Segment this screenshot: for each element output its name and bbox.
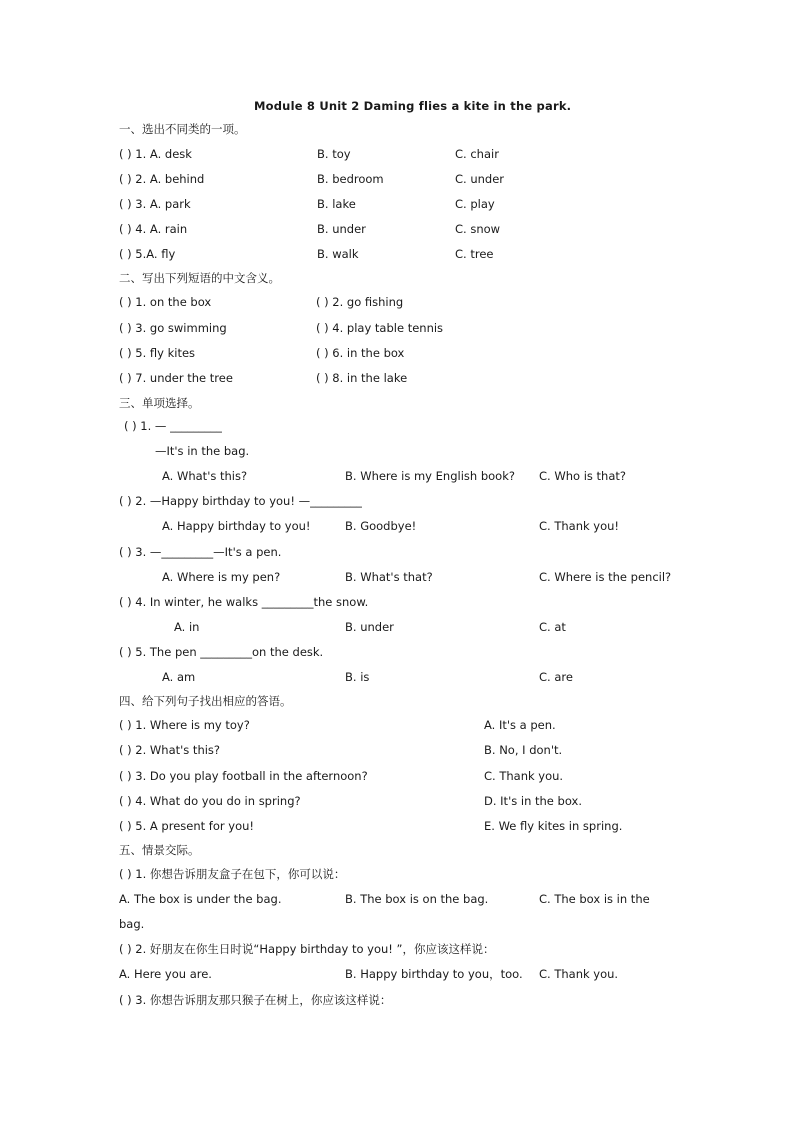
s1-q5-option-b: B. walk: [317, 247, 359, 261]
section-4-heading: 四、给下列句子找出相应的答语。: [119, 694, 292, 708]
s1-q4-option-b: B. under: [317, 222, 366, 236]
s5-q2-option-c: C. Thank you.: [539, 967, 619, 981]
section-5-heading: 五、情景交际。: [119, 843, 200, 857]
s2-item-4: ( ) 4. play table tennis: [316, 321, 444, 335]
s3-q4: ( ) 4. In winter, he walks _________the snow.: [119, 595, 369, 609]
s4-answer-a: A. It's a pen.: [484, 718, 556, 732]
section-3-heading: 三、单项选择。: [119, 396, 200, 410]
section-2-heading: 二、写出下列短语的中文含义。: [119, 271, 280, 285]
s3-q3: ( ) 3. —_________—It's a pen.: [119, 545, 282, 559]
s3-q4-option-b: B. under: [345, 620, 394, 634]
s5-q1-option-c: C. The box is in the: [539, 892, 650, 906]
s4-q3: ( ) 3. Do you play football in the afternoon?: [119, 769, 368, 783]
s3-q4-option-c: C. at: [539, 620, 566, 634]
s2-item-5: ( ) 5. fly kites: [119, 346, 196, 360]
s4-q1: ( ) 1. Where is my toy?: [119, 718, 250, 732]
s4-q4: ( ) 4. What do you do in spring?: [119, 794, 301, 808]
s1-q2: ( ) 2. A. behind: [119, 172, 205, 186]
s1-q5-option-c: C. tree: [455, 247, 494, 261]
s2-item-2: ( ) 2. go fishing: [316, 295, 404, 309]
s2-item-1: ( ) 1. on the box: [119, 295, 212, 309]
s4-answer-c: C. Thank you.: [484, 769, 564, 783]
s3-q1-option-a: A. What's this?: [162, 469, 248, 483]
s1-q3: ( ) 3. A. park: [119, 197, 191, 211]
s4-q5: ( ) 5. A present for you!: [119, 819, 255, 833]
s3-q4-option-a: A. in: [174, 620, 200, 634]
s3-q5-option-b: B. is: [345, 670, 370, 684]
s4-answer-d: D. It's in the box.: [484, 794, 582, 808]
s3-q2-option-c: C. Thank you!: [539, 519, 620, 533]
s3-q1: ( ) 1. — _________: [124, 419, 222, 433]
s3-q3-option-b: B. What's that?: [345, 570, 433, 584]
s3-q1-reply: —It's in the bag.: [155, 444, 250, 458]
s2-item-8: ( ) 8. in the lake: [316, 371, 408, 385]
s4-q2: ( ) 2. What's this?: [119, 743, 221, 757]
s5-q1-option-b: B. The box is on the bag.: [345, 892, 489, 906]
s3-q5-option-c: C. are: [539, 670, 573, 684]
page-title: Module 8 Unit 2 Daming flies a kite in the park.: [254, 99, 572, 113]
s1-q4-option-c: C. snow: [455, 222, 501, 236]
s1-q1-option-c: C. chair: [455, 147, 499, 161]
s3-q5-option-a: A. am: [162, 670, 196, 684]
s1-q1-option-b: B. toy: [317, 147, 351, 161]
s1-q1: ( ) 1. A. desk: [119, 147, 192, 161]
s5-q3: ( ) 3. 你想告诉朋友那只猴子在树上，你应该这样说：: [119, 993, 392, 1007]
s3-q3-option-c: C. Where is the pencil?: [539, 570, 672, 584]
s1-q3-option-c: C. play: [455, 197, 495, 211]
s4-answer-e: E. We fly kites in spring.: [484, 819, 623, 833]
s3-q1-option-b: B. Where is my English book?: [345, 469, 515, 483]
s5-q2-option-a: A. Here you are.: [119, 967, 212, 981]
s5-q1: ( ) 1. 你想告诉朋友盒子在包下，你可以说：: [119, 867, 346, 881]
s3-q3-option-a: A. Where is my pen?: [162, 570, 281, 584]
s1-q4: ( ) 4. A. rain: [119, 222, 188, 236]
s3-q2: ( ) 2. —Happy birthday to you! —_________: [119, 494, 362, 508]
s3-q2-option-b: B. Goodbye!: [345, 519, 417, 533]
s1-q5: ( ) 5.A. fly: [119, 247, 176, 261]
s5-q2-option-b: B. Happy birthday to you，too.: [345, 967, 523, 981]
s2-item-3: ( ) 3. go swimming: [119, 321, 227, 335]
s3-q2-option-a: A. Happy birthday to you!: [162, 519, 311, 533]
s1-q2-option-c: C. under: [455, 172, 505, 186]
s4-answer-b: B. No, I don't.: [484, 743, 563, 757]
s5-q1-option-a: A. The box is under the bag.: [119, 892, 282, 906]
s5-q2: ( ) 2. 好朋友在你生日时说“Happy birthday to you! ”，你应该这样说：: [119, 942, 495, 956]
s1-q2-option-b: B. bedroom: [317, 172, 384, 186]
s3-q1-option-c: C. Who is that?: [539, 469, 626, 483]
s5-q1-option-c-continued: bag.: [119, 917, 145, 931]
s2-item-7: ( ) 7. under the tree: [119, 371, 233, 385]
s2-item-6: ( ) 6. in the box: [316, 346, 405, 360]
s1-q3-option-b: B. lake: [317, 197, 356, 211]
s3-q5: ( ) 5. The pen _________on the desk.: [119, 645, 324, 659]
section-1-heading: 一、选出不同类的一项。: [119, 122, 246, 136]
